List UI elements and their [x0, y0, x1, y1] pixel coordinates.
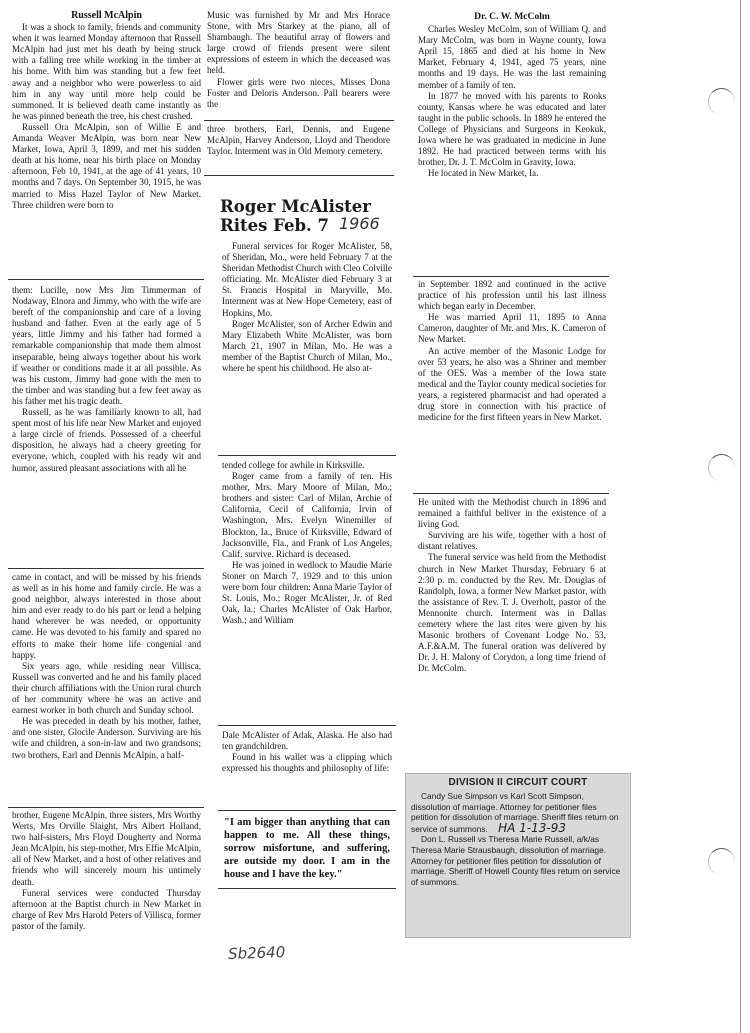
- clipping-edge: [8, 279, 204, 280]
- paragraph: Roger McAlister, son of Archer Edwin and Mary Elizabeth White McAlister, was born March 21, 1907 in Milan, Mo. He was a member of the Baptist Church of Milan, Mo., where he spent his childhood. He also at-: [222, 318, 392, 374]
- paragraph: Dale McAlister of Adak, Alaska. He also had ten grandchildren.: [222, 730, 392, 752]
- clipping-edge: [413, 493, 609, 494]
- russell-obit-part4: [12, 810, 201, 932]
- paragraph: brother, Eugene McAlpin, three sisters, Mrs Worthy Werts, Mrs Orville Slaight, Mrs Albert Holland, two half-sisters, Mrs Floyd Dougherty and Norma Jean McAlpin, his step-mother, Mrs Effie McAlpin, all of New Market, and a host of other relatives and friends who will sincerely mourn his untimely death.: [12, 810, 201, 887]
- paragraph: Six years ago, while residing near Villisca, Russell was converted and he and his family placed their church affiliations with the Union rural church of her community where he was an active and earnest worker in both church and Sunday school.: [12, 660, 201, 716]
- paragraph: It was a shock to family, friends and community when it was learned Monday afternoon that Russell McAlpin had just met his death by being struck with a falling tree while working in the timber at his home. With him was standing but a few feet away and a neighbor who were powerless to aid him in any way until more help could be summoned. It is believed death came instantly as he was pinned beneath the tree, his chest crushed.: [12, 22, 201, 121]
- paragraph: Music was furnished by Mr and Mrs Horace Stone, with Mrs Starkey at the piano, all of Shambaugh. The beautiful array of flowers and large crowd of friends present were silent expressions of esteem in which the deceased was held.: [207, 10, 390, 76]
- paragraph: An active member of the Masonic Lodge for over 53 years, he also was a Shriner and member of the OES. Was a member of the Iowa state medical and the Taylor county medical societies for years, a registered pharmacist and had operated a drug store in connection with his practice of medicine for the first fifteen years in New Market.: [418, 345, 606, 423]
- russell-obit-part2: [12, 285, 201, 474]
- russell-obit-part3: [12, 572, 201, 761]
- clipping-edge: [218, 888, 396, 889]
- paragraph: He was married April 11, 1895 to Anna Cameron, daughter of Mr. and Mrs. K. Cameron of New Market.: [418, 312, 606, 345]
- paragraph: Flower girls were two nieces, Misses Dona Foster and Deloris Anderson. Pall bearers were the: [207, 76, 390, 109]
- mcalister-obit-part1: [222, 241, 392, 374]
- paragraph: Charles Wesley McColm, son of William Q. and Mary McColm, was born in Wayne county, Iowa April 15, 1865 and died at his home in New Market, February 4, 1941, aged 75 years, nine months and 19 days. He was the last remaining member of a family of ten.: [418, 24, 606, 90]
- paragraph: Russell Ora McAlpin, son of Willie E and Amanda Weaver McAlpin, was born near New Market, Iowa, April 3, 1899, and met his sudden death at his home, near his birth place on Monday afternoon, Feb 10, 1941, at the age of 41 years, 10 months and 7 days. On September 30, 1915, he was married to Miss Hazel Taylor of New Market. Three children were born to: [12, 121, 201, 210]
- handwritten-note: HA 1-13-93: [498, 820, 567, 835]
- paragraph: He united with the Methodist church in 1896 and remained a faithful beliver in the existence of a living God.: [418, 497, 606, 530]
- punch-hole: [708, 88, 735, 115]
- page-right-edge: [740, 0, 741, 1033]
- court-heading: DIVISION II CIRCUIT COURT: [448, 777, 588, 788]
- mccolm-obit-part3: [418, 497, 606, 675]
- russell-obit-part1: [12, 10, 201, 211]
- paragraph: in September 1892 and continued in the active practice of his profession until his last illness which began early in December.: [418, 279, 606, 312]
- quote-text: "I am bigger than anything that can happen to me. All these things, sorrow misfortune, and suffering, are outside my door. I am in the house and I have the key.": [224, 817, 390, 880]
- paragraph: tended college for awhile in Kirksville.: [222, 460, 365, 470]
- clipping-edge: [218, 725, 396, 726]
- paragraph: Roger came from a family of ten. His mother, Mrs. Mary Moore of Milan, Mo.; brothers and sister: Carl of Milan, Archie of California, Cecil of California, Irvin of Washington, Mrs. Evelyn Winemiller of Blockton, Ia., Bruce of Kirksville, Edward of Jacksonville, Fla., and Frank of Los Angeles, Calif. survive. Richard is deceased.: [222, 471, 392, 559]
- paragraph: He located in New Market, Ia.: [428, 168, 539, 179]
- paragraph: The funeral service was held from the Methodist church in New Market Thursday, February 6 at 2:30 p. m. conducted by the Rev. Mr. Douglas of Randolph, Iowa, a former New Market pastor, with the assistance of Rev. T. J. Overholt, pastor of the Mennonite church. Interment was in Dallas cemetery where the last rites were given by his Masonic brothers of Covenant Lodge No. 53, A.F.&A.M. The funeral oration was delivered by Dr. J. H. Malony of Corydon, a long time friend of Dr. McColm.: [418, 552, 606, 674]
- paragraph: them: Lucille, now Mrs Jim Timmerman of Nodaway, Elnora and Jimmy, who with the wife are bereft of the companionship and care of a loving husband and father. Even at the early age of 5 years, little Jimmy and his father had formed a remarkable companionship that made them almost inseparable, being always together about his work if weather or conditions made it at all possible. As was his custom, Jimmy had gone with the men to the timber and was standing but a few feet away as his father met his tragic death.: [12, 285, 201, 406]
- punch-hole: [708, 848, 735, 875]
- clipping-edge: [204, 175, 394, 176]
- paragraph: Surviving are his wife, together with a host of distant relatives.: [418, 530, 606, 552]
- circuit-court-clipping: [405, 773, 631, 938]
- court-entry: Don L. Russell vs Theresa Marie Russell, a/k/as Theresa Marie Strausbaugh, dissolution of marriage. Attorney for petitioner files petition for dissolution of marriage. Sheriff of Howell County files return on service of summons.: [411, 834, 621, 887]
- mcalister-obit-part2: [222, 460, 392, 626]
- paragraph: three brothers, Earl, Dennis, and Eugene McAlpin, Harvey Anderson, Lloyd and Theodore Taylor. Interment was in Old Memory cemetery.: [207, 124, 390, 157]
- court-entry: [411, 791, 625, 834]
- paragraph: Russell, as he was familiarly known to all, had spent most of his life near New Market and enjoyed a large circle of friends. Possessed of a cheerful disposition, he always had a cheery greeting for everyone, which, coupled with his ready wit and humor, assured pleasant associations with all he: [12, 407, 201, 473]
- clipping-edge: [204, 120, 394, 121]
- wallet-quote: [224, 816, 390, 881]
- clipping-edge: [218, 455, 396, 456]
- clipping-edge: [218, 810, 396, 811]
- paragraph: In 1877 he moved with his parents to Rooks county, Kansas where he was educated and later taught in the public schools. In 1889 he entered the College of Physicians and Surgeons in Keokuk, Iowa where he was graduated in medicine in June 1892. He had practiced between terms with his brother, Dr. J. T. McColm in Gravity, Iowa.: [418, 90, 606, 168]
- paragraph: He was preceded in death by his mother, father, and one sister, Glocile Anderson. Surviving are his wife and children, a son-in-law and two grandsons; two brothers, Earl and Dennis McAlpin, a half-: [12, 716, 201, 760]
- clipping-edge: [8, 568, 204, 569]
- paragraph: came in contact, and will be missed by his friends as well as in his home and family circle. He was a good neighbor, always interested in those about him and ever ready to do his part or lend a helping hand wherever he was needed, or opportunity came. He was devoted to his family and spared no efforts to make their home life congenial and happy.: [12, 572, 201, 660]
- russell-obit-end: [207, 124, 390, 157]
- mccolm-obit-part1: [418, 11, 606, 179]
- mccolm-obit-part2: [418, 279, 606, 423]
- mccolm-heading: Dr. C. W. McColm: [474, 11, 550, 22]
- clipping-edge: [413, 276, 609, 277]
- mcalister-obit-part3: [222, 730, 392, 774]
- russell-heading: Russell McAlpin: [71, 10, 142, 21]
- paragraph: He was joined in wedlock to Maudie Marie Stoner on March 7, 1929 and to this union were born four children: Anna Marie Taylor of St. Louis, Mo.; Roger McAlister, Jr. of Red Oak, Ia.; Charles McAlister of Oak Harbor, Wash.; and William: [222, 559, 392, 626]
- paragraph: Found in his wallet was a clipping which expressed his thoughts and philosophy of life:: [222, 752, 392, 774]
- court-entry-text: Candy Sue Simpson vs Karl Scott Simpson, dissolution of marriage. Attorney for petitioner files petition for dissolution of marriage. Sheriff files return on service of summons.: [411, 791, 619, 834]
- paragraph: Funeral services were conducted Thursday afternoon at the Baptist church in New Market in charge of Rev Mrs Harold Peters of Villisca, former pastor of the family.: [12, 887, 201, 931]
- clipping-edge: [8, 807, 204, 808]
- handwritten-year: 1966: [339, 214, 380, 233]
- paragraph: Funeral services for Roger McAlister, 58, of Sheridan, Mo., were held February 7 at the Sheridan Methodist Church with Cleo Colville officiating. Mr. McAlister died February 3 at St. Francis Hospital in Maryville, Mo. Interment was at New Hope Cemetery, east of Hopkins, Mo.: [222, 241, 392, 318]
- russell-obit-continued: [207, 10, 390, 110]
- headline-text: Roger McAlister Rites Feb. 7: [220, 197, 371, 235]
- punch-hole: [708, 454, 735, 481]
- mcalister-headline: [220, 197, 400, 235]
- page-mark: Sb2640: [227, 943, 286, 963]
